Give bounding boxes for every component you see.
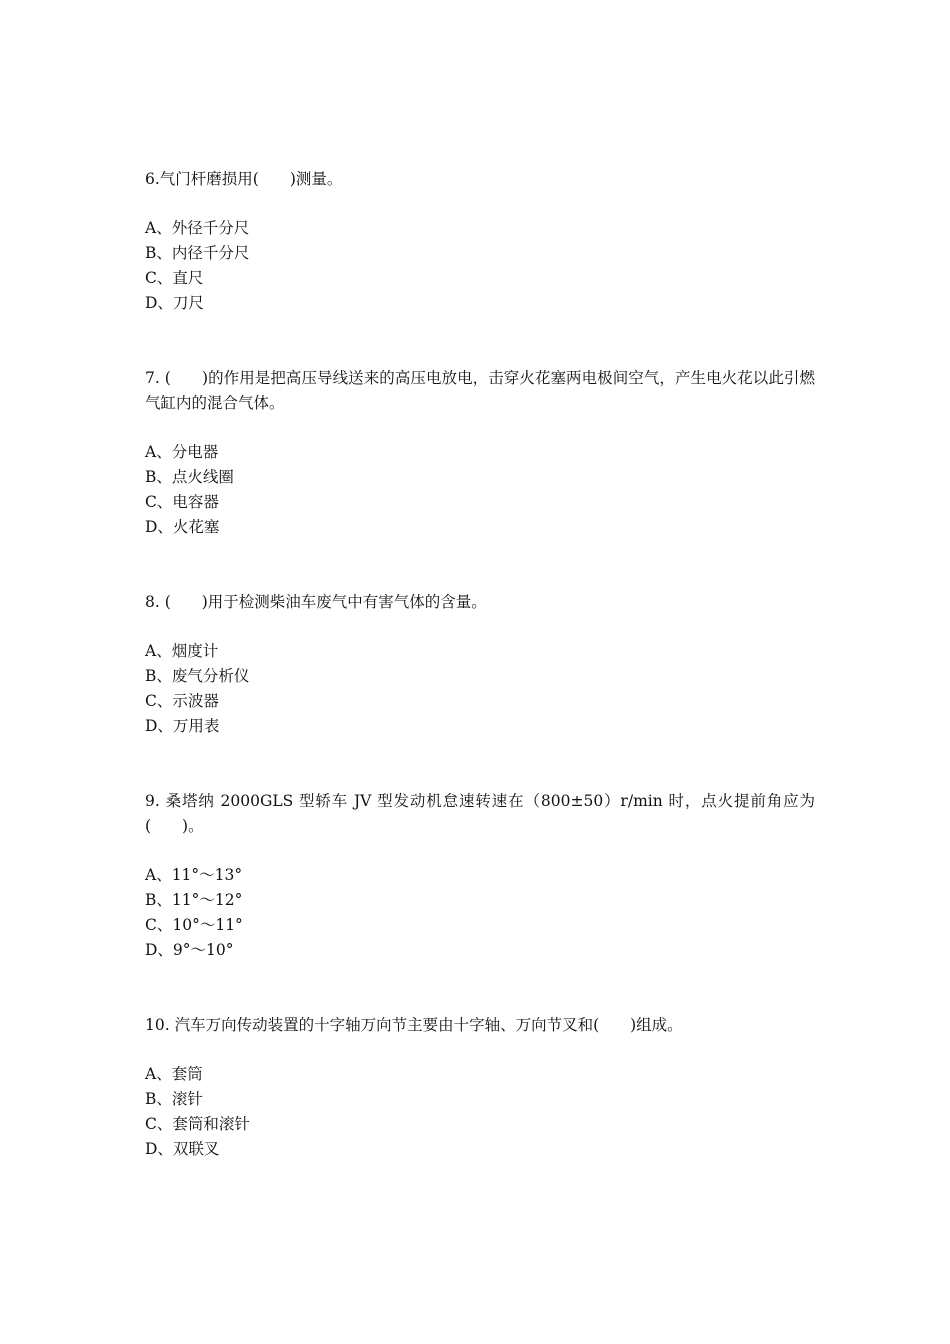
question-9 [145, 789, 815, 963]
option-d: D、刀尺 [145, 294, 204, 312]
option-d: D、双联叉 [145, 1140, 220, 1158]
option-d: D、火花塞 [145, 518, 220, 536]
option-b: B、点火线圈 [145, 468, 234, 486]
question-6 [145, 167, 815, 316]
option-list [145, 216, 815, 316]
option-a: A、套筒 [145, 1065, 203, 1083]
option-list [145, 639, 815, 739]
question-stem: 6.气门杆磨损用( )测量。 [145, 170, 343, 188]
option-d: D、9°～10° [145, 941, 234, 959]
option-b: B、内径千分尺 [145, 244, 250, 262]
option-c: C、示波器 [145, 692, 219, 710]
option-c: C、10°～11° [145, 916, 243, 934]
question-stem: 9. 桑塔纳 2000GLS 型轿车 JV 型发动机怠速转速在（800±50）r/min 时，点火提前角应为( )。 [145, 792, 815, 835]
option-c: C、直尺 [145, 269, 204, 287]
option-c: C、套筒和滚针 [145, 1115, 250, 1133]
question-stem: 7. ( )的作用是把高压导线送来的高压电放电，击穿火花塞两电极间空气，产生电火花以此引燃气缸内的混合气体。 [145, 369, 815, 412]
option-d: D、万用表 [145, 717, 220, 735]
option-b: B、11°～12° [145, 891, 243, 909]
option-a: A、外径千分尺 [145, 219, 250, 237]
option-a: A、11°～13° [145, 866, 243, 884]
option-a: A、烟度计 [145, 642, 219, 660]
option-list [145, 863, 815, 963]
option-list [145, 1062, 815, 1162]
option-list [145, 440, 815, 540]
option-b: B、废气分析仪 [145, 667, 250, 685]
question-stem: 8. ( )用于检测柴油车废气中有害气体的含量。 [145, 593, 487, 611]
option-a: A、分电器 [145, 443, 219, 461]
question-7 [145, 366, 815, 540]
option-b: B、滚针 [145, 1090, 203, 1108]
question-8 [145, 590, 815, 739]
question-10 [145, 1013, 815, 1162]
option-c: C、电容器 [145, 493, 219, 511]
question-stem: 10. 汽车万向传动装置的十字轴万向节主要由十字轴、万向节叉和( )组成。 [145, 1016, 683, 1034]
